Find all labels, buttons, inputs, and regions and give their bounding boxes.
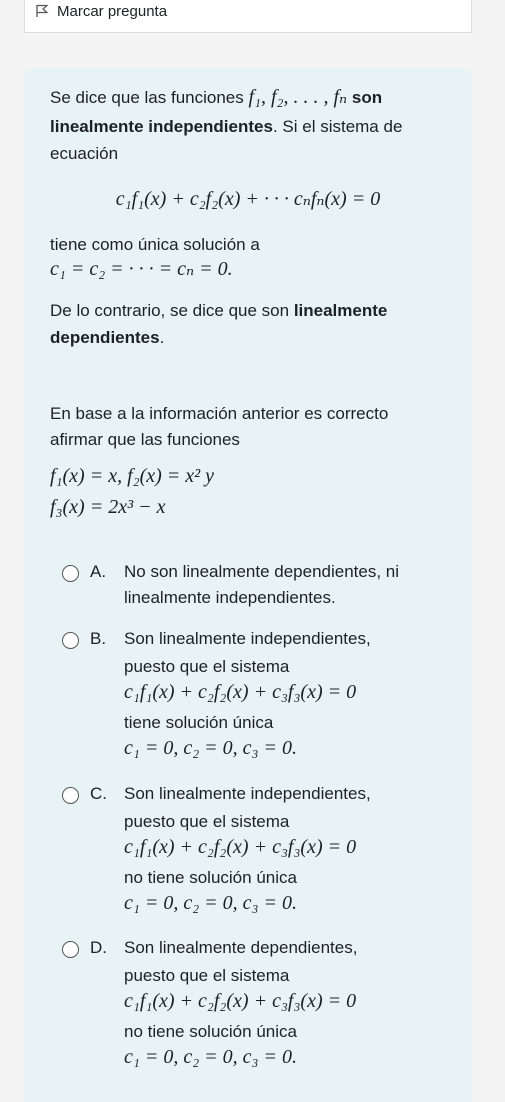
- option-d-text: Son linealmente dependientes,: [124, 938, 358, 957]
- option-d-text: no tiene solución única: [124, 1022, 297, 1041]
- option-b-equation: c₁f₁(x) + c₂f₂(x) + c₃f₃(x) = 0: [124, 681, 357, 703]
- option-c-text: Son linealmente independientes,: [124, 784, 371, 803]
- option-b-text: puesto que el sistema: [124, 657, 290, 676]
- option-b-solution: c₁ = 0, c₂ = 0, c₃ = 0.: [124, 737, 297, 759]
- contrary-line-2: dependientes.: [50, 328, 165, 347]
- option-a-text: No son linealmente dependientes, ni: [124, 562, 400, 581]
- option-d-text: puesto que el sistema: [124, 966, 290, 985]
- radio-option-a[interactable]: [62, 565, 79, 582]
- option-a-letter: A.: [90, 562, 107, 581]
- option-a-text: linealmente independientes.: [124, 588, 336, 607]
- radio-option-c[interactable]: [62, 787, 79, 804]
- radio-option-d[interactable]: [62, 941, 79, 958]
- flag-icon: [35, 4, 49, 18]
- functions-definition-line-1: f₁(x) = x, f₂(x) = x² y: [50, 465, 215, 487]
- functions-list: f₁, f₂, . . . , fₙ: [248, 86, 348, 108]
- option-d-letter: D.: [90, 938, 107, 957]
- question-intro-line-3: ecuación: [50, 144, 119, 163]
- option-d-equation: c₁f₁(x) + c₂f₂(x) + c₃f₃(x) = 0: [124, 990, 357, 1012]
- question-intro-line-2: linealmente independientes. Si el sistema de: [50, 117, 403, 136]
- base-text-line-1: En base a la información anterior es correcto: [50, 404, 389, 423]
- option-b-text: Son linealmente independientes,: [124, 629, 371, 648]
- option-c-equation: c₁f₁(x) + c₂f₂(x) + c₃f₃(x) = 0: [124, 836, 357, 858]
- option-c-text: puesto que el sistema: [124, 812, 290, 831]
- functions-definition-line-2: f₃(x) = 2x³ − x: [50, 496, 166, 518]
- option-c-solution: c₁ = 0, c₂ = 0, c₃ = 0.: [124, 892, 297, 914]
- flag-question-bar[interactable]: [24, 0, 472, 33]
- base-text-line-2: afirmar que las funciones: [50, 430, 240, 449]
- option-c-text: no tiene solución única: [124, 868, 297, 887]
- radio-option-b[interactable]: [62, 632, 79, 649]
- option-c-letter: C.: [90, 784, 107, 803]
- unique-solution-text: tiene como única solución a: [50, 235, 260, 254]
- main-equation: c₁f₁(x) + c₂f₂(x) + · · · cₙfₙ(x) = 0: [115, 188, 381, 210]
- contrary-line-1: De lo contrario, se dice que son linealmente: [50, 301, 388, 320]
- flag-question-label: Marcar pregunta: [57, 3, 168, 20]
- option-b-text: tiene solución única: [124, 713, 274, 732]
- unique-solution-equation: c₁ = c₂ = · · · = cₙ = 0.: [50, 258, 233, 280]
- option-d-solution: c₁ = 0, c₂ = 0, c₃ = 0.: [124, 1046, 297, 1068]
- option-b-letter: B.: [90, 629, 107, 648]
- question-intro-line-1: Se dice que las funciones f₁, f₂, . . . , fₙ son: [50, 86, 383, 108]
